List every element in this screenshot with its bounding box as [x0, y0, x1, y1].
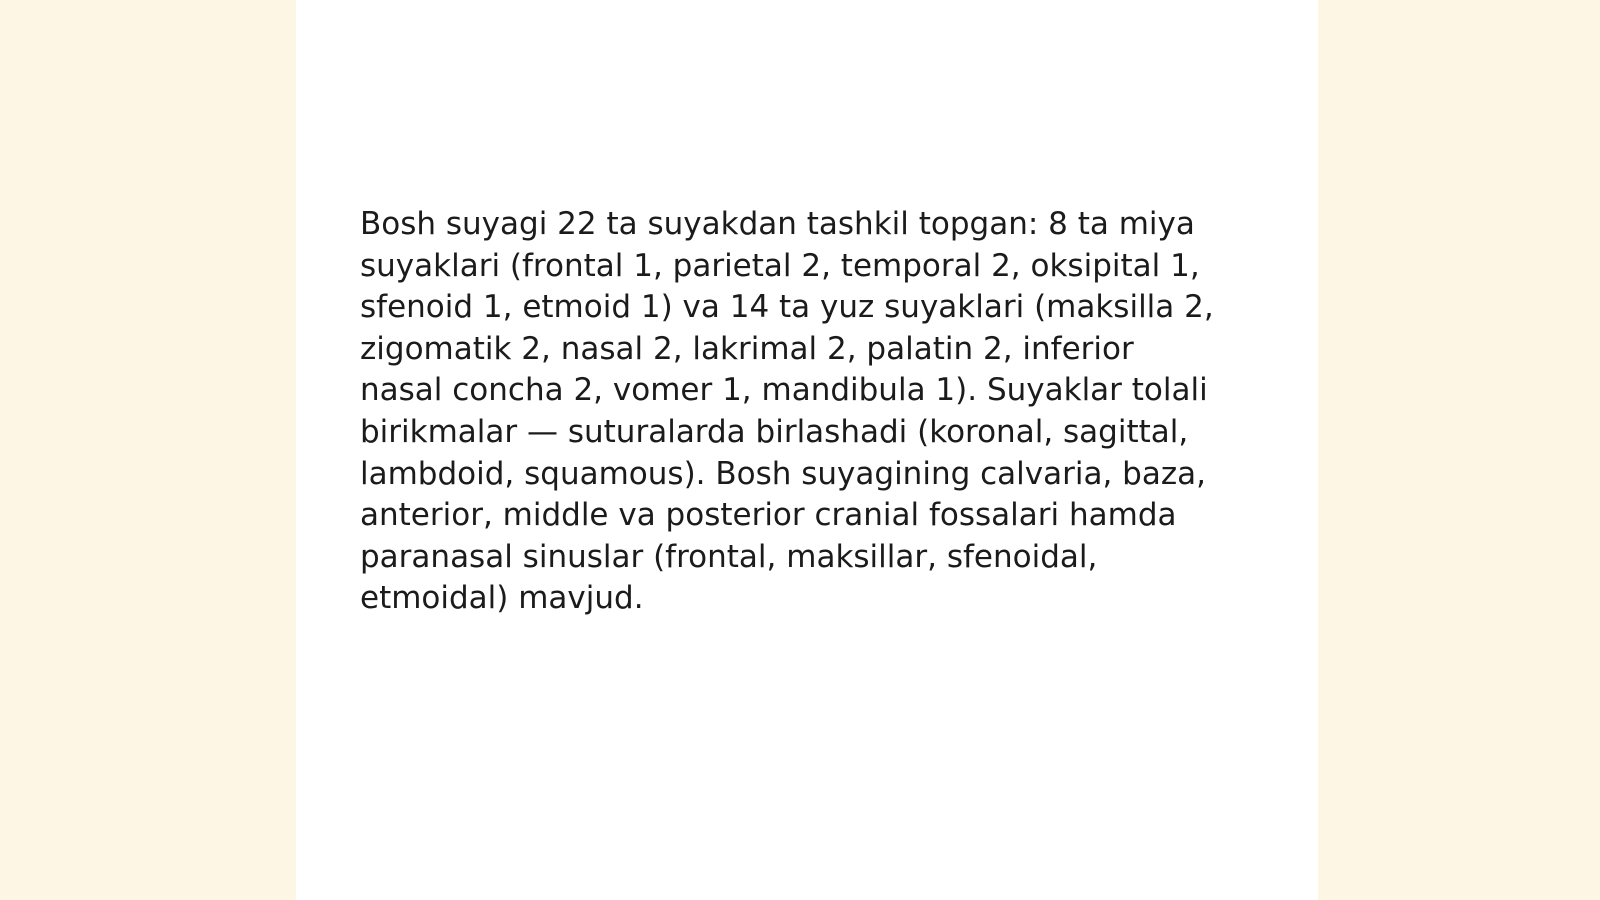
body-paragraph: Bosh suyagi 22 ta suyakdan tashkil topgan: 8 ta miya suyaklari (frontal 1, parietal 2, temporal 2, oksipital 1, sfenoid 1, etmoid 1) va 14 ta yuz suyaklari (maksilla 2, zigomatik 2, nasal 2, lakrimal 2, palatin 2, inferior nasal concha 2, vomer 1, mandibula 1). Suyaklar tolali birikmalar — suturalarda birlashadi (koronal, sagittal, lambdoid, squamous). Bosh suyagining calvaria, baza, anterior, middle va posterior cranial fossalari hamda paranasal sinuslar (frontal, maksillar, sfenoidal, etmoidal) mavjud. — [360, 206, 1214, 617]
document-page — [296, 0, 1318, 900]
